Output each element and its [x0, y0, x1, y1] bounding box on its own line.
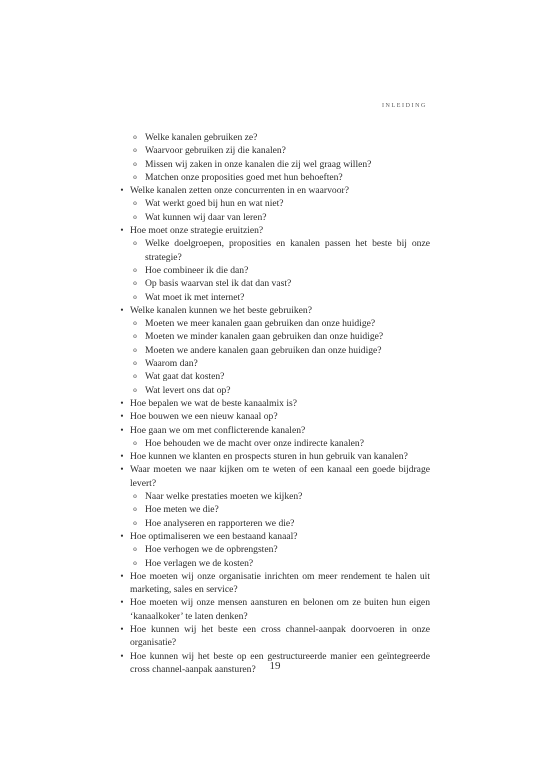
- list-item-text: Welke kanalen zetten onze concurrenten in en waarvoor?: [130, 185, 349, 197]
- list-item-text: Waarvoor gebruiken zij die kanalen?: [145, 145, 286, 157]
- bullet-icon: •: [120, 411, 124, 422]
- sub-list-item: [118, 344, 430, 357]
- list-item-text: Hoe bouwen we een nieuw kanaal op?: [130, 411, 278, 423]
- sub-list-item: [118, 357, 430, 370]
- list-item-text: Wat moet ik met internet?: [145, 291, 245, 303]
- list-item: [118, 463, 430, 490]
- list-item-text: Op basis waarvan stel ik dat dan vast?: [145, 278, 292, 290]
- bullet-icon: •: [120, 623, 124, 634]
- sub-list-item: [118, 557, 430, 570]
- circle-bullet-icon: o: [133, 319, 137, 328]
- list-item-text: Matchen onze proposities goed met hun behoeften?: [145, 171, 343, 183]
- list-item: [118, 304, 430, 317]
- list-item-text: Hoe moeten wij onze organisatie inrichten om meer rendement te halen uit marketing, sales en service?: [130, 570, 430, 596]
- list-item-text: Missen wij zaken in onze kanalen die zij wel graag willen?: [145, 158, 372, 170]
- circle-bullet-icon: o: [133, 133, 137, 141]
- list-item-text: Welke kanalen kunnen we het beste gebruiken?: [130, 304, 312, 316]
- bullet-icon: •: [120, 650, 124, 661]
- list-item-text: Wat kunnen wij daar van leren?: [145, 211, 267, 223]
- circle-bullet-icon: o: [133, 372, 137, 381]
- sub-list-item: [118, 158, 430, 171]
- circle-bullet-icon: o: [133, 292, 137, 301]
- sub-list-item: [118, 317, 430, 330]
- list-item-text: Hoe moeten wij onze mensen aansturen en belonen om ze buiten hun eigen ‘kanaalkoker’ te laten denken?: [130, 597, 430, 622]
- sub-list-item: [118, 237, 430, 264]
- list-item-text: Hoe kunnen wij het beste een cross channel-aanpak doorvoeren in onze organisatie?: [130, 623, 430, 649]
- list-item: [118, 450, 430, 463]
- list-item-text: Naar welke prestaties moeten we kijken?: [145, 491, 303, 503]
- list-item-text: Hoe kunnen wij het beste op een gestructureerde manier een geïntegreerde cross channel-aanpak aansturen?: [130, 650, 430, 675]
- bullet-icon: •: [120, 464, 124, 475]
- list-item: [118, 424, 430, 437]
- list-item-text: Hoe moet onze strategie eruitzien?: [130, 225, 264, 237]
- list-item-text: Hoe analyseren en rapporteren we die?: [145, 517, 295, 529]
- circle-bullet-icon: o: [133, 172, 137, 181]
- list-item-text: Welke kanalen gebruiken ze?: [145, 132, 258, 143]
- list-item-text: Wat levert ons dat op?: [145, 384, 231, 396]
- list-item: [118, 224, 430, 237]
- list-item-text: Wat werkt goed bij hun en wat niet?: [145, 198, 284, 210]
- circle-bullet-icon: o: [133, 265, 137, 274]
- circle-bullet-icon: o: [133, 332, 137, 341]
- list-item: [118, 623, 430, 650]
- sub-list-item: [118, 370, 430, 383]
- sub-list-item: [118, 384, 430, 397]
- circle-bullet-icon: o: [133, 199, 137, 208]
- sub-list-item: [118, 131, 430, 144]
- list-item-text: Hoe verlagen we de kosten?: [145, 557, 254, 569]
- list-item-text: Hoe kunnen we klanten en prospects sturen in hun gebruik van kanalen?: [130, 451, 408, 463]
- sub-list-item: [118, 503, 430, 516]
- bullet-icon: •: [120, 185, 124, 196]
- circle-bullet-icon: o: [133, 505, 137, 514]
- list-item: [118, 184, 430, 197]
- sub-list-item: [118, 144, 430, 157]
- circle-bullet-icon: o: [133, 345, 137, 354]
- list-item-text: Wat gaat dat kosten?: [145, 371, 225, 383]
- bullet-icon: •: [120, 530, 124, 541]
- list-item: [118, 596, 430, 623]
- list-item-text: Waar moeten we naar kijken om te weten of een kanaal een goede bijdrage levert?: [130, 464, 430, 489]
- question-list: [118, 131, 430, 676]
- list-item-text: Hoe behouden we de macht over onze indirecte kanalen?: [145, 437, 364, 449]
- sub-list-item: [118, 197, 430, 210]
- sub-list-item: [118, 211, 430, 224]
- circle-bullet-icon: o: [133, 212, 137, 221]
- bullet-icon: •: [120, 570, 124, 581]
- list-item-text: Moeten we minder kanalen gaan gebruiken dan onze huidige?: [145, 331, 384, 343]
- list-item: [118, 410, 430, 423]
- circle-bullet-icon: o: [133, 438, 137, 447]
- sub-list-item: [118, 171, 430, 184]
- sub-list-item: [118, 330, 430, 343]
- circle-bullet-icon: o: [133, 545, 137, 554]
- list-item-text: Hoe gaan we om met conflicterende kanalen?: [130, 424, 306, 436]
- bullet-icon: •: [120, 424, 124, 435]
- list-item-text: Waarom dan?: [145, 358, 198, 370]
- page-number: 19: [269, 660, 281, 672]
- list-item: [118, 397, 430, 410]
- sub-list-item: [118, 277, 430, 290]
- sub-list-item: [118, 517, 430, 530]
- list-item: [118, 570, 430, 597]
- list-item: [118, 530, 430, 543]
- circle-bullet-icon: o: [133, 239, 137, 248]
- list-item-text: Welke doelgroepen, proposities en kanalen passen het beste bij onze strategie?: [145, 238, 430, 263]
- bullet-icon: •: [120, 304, 124, 315]
- list-item-text: Hoe optimaliseren we een bestaand kanaal?: [130, 530, 298, 542]
- sub-list-item: [118, 437, 430, 450]
- sub-list-item: [118, 291, 430, 304]
- running-head: INLEIDING: [381, 103, 427, 109]
- circle-bullet-icon: o: [133, 359, 137, 368]
- circle-bullet-icon: o: [133, 385, 137, 394]
- circle-bullet-icon: o: [133, 279, 137, 288]
- bullet-icon: •: [120, 451, 124, 462]
- list-item-text: Moeten we andere kanalen gaan gebruiken dan onze huidige?: [145, 344, 382, 356]
- circle-bullet-icon: o: [133, 492, 137, 501]
- list-item-text: Hoe meten we die?: [145, 504, 219, 516]
- circle-bullet-icon: o: [133, 518, 137, 527]
- sub-list-item: [118, 264, 430, 277]
- list-item-text: Moeten we meer kanalen gaan gebruiken dan onze huidige?: [145, 318, 376, 330]
- list-item-text: Hoe bepalen we wat de beste kanaalmix is?: [130, 397, 298, 409]
- list-item-text: Hoe combineer ik die dan?: [145, 264, 249, 276]
- bullet-icon: •: [120, 397, 124, 408]
- circle-bullet-icon: o: [133, 159, 137, 168]
- sub-list-item: [118, 543, 430, 556]
- bullet-icon: •: [120, 225, 124, 236]
- bullet-icon: •: [120, 597, 124, 608]
- circle-bullet-icon: o: [133, 558, 137, 567]
- sub-list-item: [118, 490, 430, 503]
- list-item-text: Hoe verhogen we de opbrengsten?: [145, 544, 278, 556]
- circle-bullet-icon: o: [133, 146, 137, 155]
